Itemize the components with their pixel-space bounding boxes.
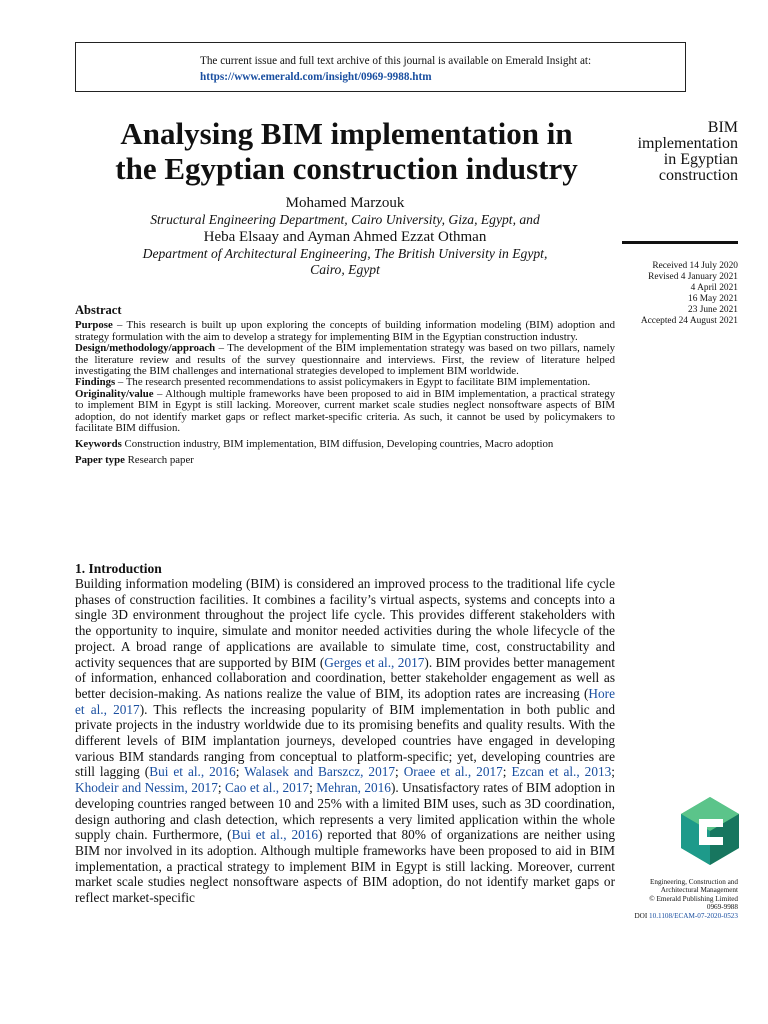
papertype-text: Research paper xyxy=(124,453,194,466)
paper-title xyxy=(74,116,619,186)
submission-dates xyxy=(598,261,738,327)
citation-bui-2016[interactable]: Bui et al., 2016 xyxy=(149,764,236,780)
running-title-line-3: in Egyptian xyxy=(663,151,738,168)
notice-text-block xyxy=(200,53,591,85)
emerald-crossref-logo-icon xyxy=(679,795,741,867)
citation-mehran-2016[interactable]: Mehran, 2016 xyxy=(316,780,391,796)
running-title-line-1: BIM xyxy=(707,119,738,136)
purpose-label: Purpose xyxy=(75,319,113,332)
keywords xyxy=(75,439,615,450)
findings-label: Findings xyxy=(75,376,116,389)
section-heading-introduction: 1. Introduction xyxy=(75,561,162,576)
date-revised-1: Revised 4 January 2021 xyxy=(648,272,738,282)
doi-link[interactable]: 10.1108/ECAM-07-2020-0523 xyxy=(649,911,738,920)
doi-line xyxy=(598,912,738,920)
citation-hore-2017[interactable]: Hore et al., 2017 xyxy=(75,685,615,717)
running-title-line-2: implementation xyxy=(637,135,738,152)
date-revised-2: 4 April 2021 xyxy=(690,283,738,293)
keywords-label: Keywords xyxy=(75,438,122,451)
findings-text: – The research presented recommendations to assist policymakers in Egypt to facilitate BIM implementation. xyxy=(115,376,591,389)
citation-gerges-2017[interactable]: Gerges et al., 2017 xyxy=(324,654,425,670)
publisher: © Emerald Publishing Limited xyxy=(649,894,738,903)
journal-notice-box xyxy=(75,42,686,92)
date-received: Received 14 July 2020 xyxy=(652,261,738,271)
citation-oraee-2017[interactable]: Oraee et al., 2017 xyxy=(403,764,503,780)
author-2: Heba Elsaay and Ayman Ahmed Ezzat Othman xyxy=(203,229,487,245)
abstract-section xyxy=(75,305,615,466)
citation-ezcan-2013[interactable]: Ezcan et al., 2013 xyxy=(511,764,612,780)
citation-separator: ; xyxy=(217,780,225,796)
date-revised-4: 23 June 2021 xyxy=(688,305,738,315)
intro-text-2: ). BIM provides better management of information, enhanced collaboration and coordination, better stakeholder engagement as well as better decision-making. As nations realize the value of BIM, its adoption rates are increasing ( xyxy=(75,654,615,701)
journal-url-link[interactable]: https://www.emerald.com/insight/0969-9988.htm xyxy=(200,71,432,83)
paper-type xyxy=(75,455,615,466)
intro-text-4: ). Unsatisfactory rates of BIM adoption in developing countries ranged between 10 and 25% with a limited BIM uses, such as 3D coordination, design authoring and clash detection, which represents a very limited application within the whole supply chain. Furthermore, ( xyxy=(75,780,615,843)
citation-separator: ; xyxy=(235,764,245,780)
date-revised-3: 16 May 2021 xyxy=(688,294,738,304)
notice-text: The current issue and full text archive of this journal is available on Emerald Insight at: xyxy=(200,55,592,67)
intro-text-1: Building information modeling (BIM) is considered an improved process to the traditional life cycle phases of construction facilities. It combines a facility’s virtual aspects, systems and concepts into a single 3D environment throughout the project life cycle. This provides different stakeholders with the opportunity to inquire, simulate and monitor needed activities during the whole lifecycle of the project. A broad range of applications are available to simulate time, cost, constructability and activity sequences that are supported by BIM ( xyxy=(75,576,615,670)
intro-text-3: ). This reflects the increasing popularity of BIM implementation in both public and private projects in the industry worldwide due to its promising benefits and quality results. With the different levels of BIM implantation journeys, developed countries have engaged in developing various BIM standards ranging from conceptual to platform-specific; yet, developing countries are still lagging ( xyxy=(75,701,616,780)
citation-separator: ; xyxy=(502,764,512,780)
design-label: Design/methodology/approach xyxy=(75,342,216,355)
doi-label: DOI xyxy=(634,911,648,920)
running-title-line-4: construction xyxy=(658,167,738,184)
journal-name-line-2: Architectural Management xyxy=(660,886,738,895)
title-line-2: the Egyptian construction industry xyxy=(115,151,578,186)
author-1: Mohamed Marzouk xyxy=(285,195,405,211)
citation-khodeir-2017[interactable]: Khodeir and Nessim, 2017 xyxy=(75,780,218,796)
introduction-paragraph xyxy=(75,576,615,906)
abstract-originality xyxy=(75,389,615,435)
papertype-label: Paper type xyxy=(75,453,125,466)
citation-cao-2017[interactable]: Cao et al., 2017 xyxy=(224,780,310,796)
intro-text-5: ) reported that 80% of organizations are neither using BIM nor involved in its adoption. Although multiple frameworks have been proposed to aid in BIM implementation, a practical strategy to implement BIM in Egypt is still lacking. Moreover, current market scale studies neglect nonsoftware aspects of BIM adoption, do not identify market gaps or reflect market-specific xyxy=(75,827,615,906)
running-title xyxy=(578,120,738,184)
citation-bui-2016-second[interactable]: Bui et al., 2016 xyxy=(231,827,319,843)
title-line-1: Analysing BIM implementation in xyxy=(120,116,573,151)
citation-separator: ; xyxy=(395,764,404,780)
abstract-purpose xyxy=(75,320,615,343)
citation-separator: ; xyxy=(611,764,615,780)
purpose-text: – This research is built up upon exploring the concepts of building information modeling (BIM) adoption and strategy formulation with the aim to develop a strategy for implementing BIM in the Egyptian construction industry. xyxy=(75,319,615,343)
sidebar-divider xyxy=(622,241,738,244)
date-accepted: Accepted 24 August 2021 xyxy=(640,316,738,326)
affiliation-1: Structural Engineering Department, Cairo University, Giza, Egypt, and xyxy=(150,212,540,227)
abstract-design xyxy=(75,343,615,377)
issn: 0969-9988 xyxy=(706,903,738,912)
affiliation-2-line-1: Department of Architectural Engineering, The British University in Egypt, xyxy=(142,246,548,261)
citation-walasek-2017[interactable]: Walasek and Barszcz, 2017 xyxy=(244,764,396,780)
design-text: – The development of the BIM implementation strategy was based on two pillars, namely the literature review and results of the survey questionnaire and interviews. First, the review of literature helped investigating the BIM challenges and international strategies developed to implement BIM worldwide. xyxy=(75,342,615,378)
originality-label: Originality/value xyxy=(75,387,154,400)
journal-info xyxy=(598,878,738,920)
citation-separator: ; xyxy=(309,780,317,796)
affiliation-2-line-2: Cairo, Egypt xyxy=(310,262,380,277)
author-block xyxy=(100,194,590,278)
originality-text: – Although multiple frameworks have been proposed to aid in BIM implementation, a practical strategy to implement BIM in Egypt is still lacking. Moreover, current market scale studies neglect nonsoftware aspects of BIM adoption, do not identify market gaps or reflect market-specific criteria. As such, it cannot be used by policymakers to facilitate BIM diffusion. xyxy=(75,387,615,435)
abstract-heading: Abstract xyxy=(75,303,122,317)
keywords-text: Construction industry, BIM implementation, BIM diffusion, Developing countries, Macro adoption xyxy=(121,438,554,451)
journal-name-line-1: Engineering, Construction and xyxy=(649,878,738,886)
